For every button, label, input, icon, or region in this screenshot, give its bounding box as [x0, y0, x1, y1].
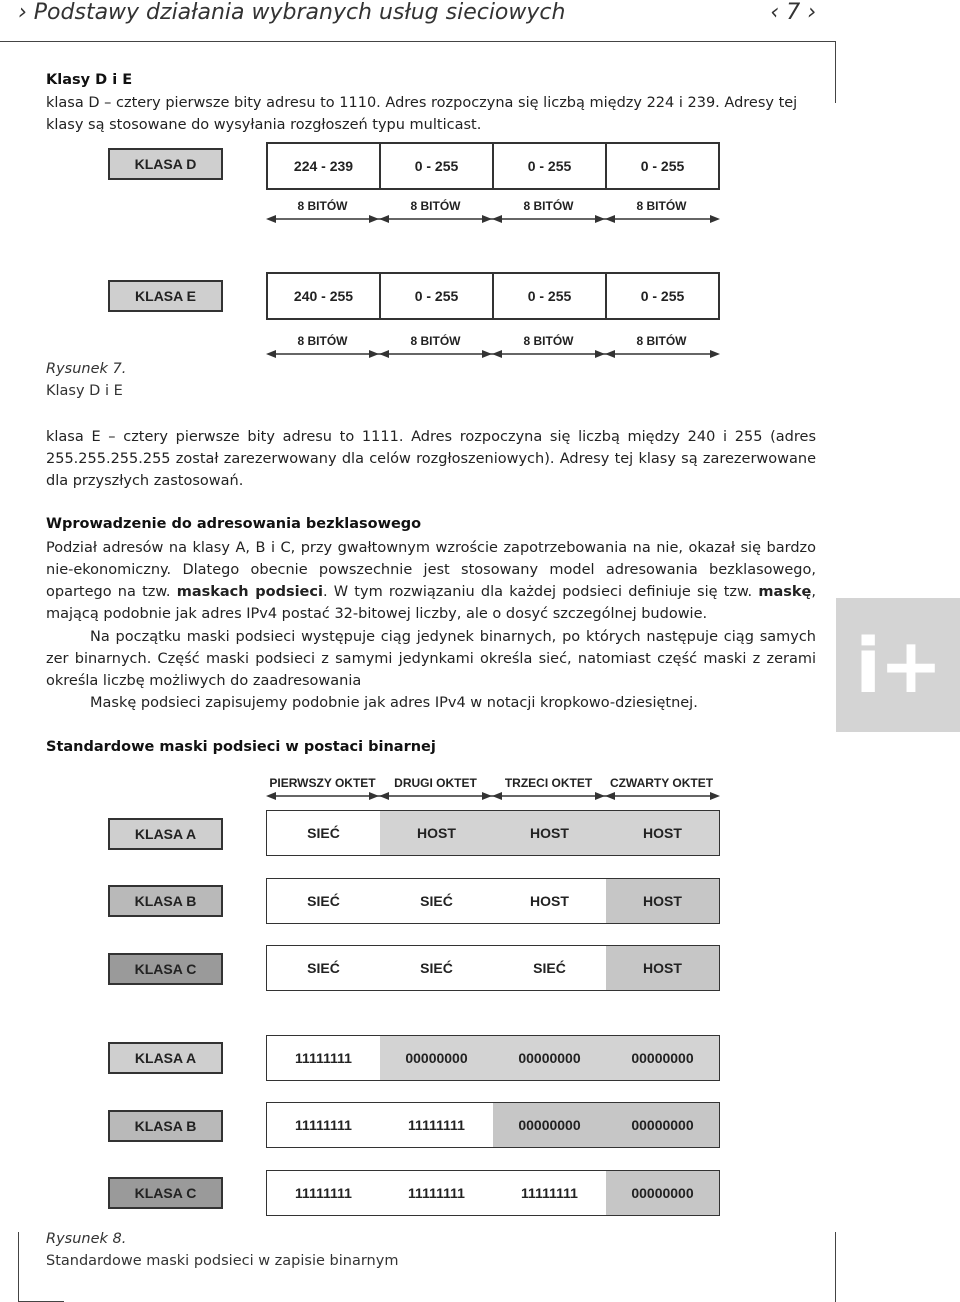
klasa-c-siec-host: [266, 945, 720, 991]
figure-7-caption: [46, 358, 126, 402]
net-cell: SIEĆ: [307, 893, 340, 909]
term-maskach-podsieci: maskach podsieci: [176, 584, 323, 600]
octet-cell: 0 - 255: [605, 274, 718, 318]
octet-cell: 0 - 255: [379, 144, 492, 188]
mask-octet: 00000000: [493, 1036, 606, 1080]
klasa-a-siec-host: [266, 810, 720, 856]
header-rule-vertical: [835, 41, 836, 103]
octet-cell: 240 - 255: [293, 288, 354, 304]
bit-label: 8 BITÓW: [523, 199, 574, 213]
net-cell: SIEĆ: [307, 825, 340, 841]
octet-cell: 0 - 255: [379, 274, 492, 318]
mask-octet: 00000000: [493, 1103, 606, 1147]
octet-arrows-icon: [266, 791, 720, 801]
mask-octet: 00000000: [606, 1171, 719, 1215]
paragraph-klasa-d: klasa D – cztery pierwsze bity adresu to 1110. Adres rozpoczyna się liczbą między 224 i 239. Adresy tej klasy są stosowane do wysyłania rozgłoszeń typu multicast.: [46, 95, 798, 133]
klasa-e-octets: [266, 272, 720, 320]
host-cell: HOST: [606, 946, 719, 990]
klasa-d-label: KLASA D: [108, 148, 223, 180]
klasa-b-bin-label: KLASA B: [108, 1110, 223, 1142]
klasa-e-label: KLASA E: [108, 280, 223, 312]
page-number: ‹ 7 ›: [770, 0, 816, 25]
host-cell: HOST: [380, 811, 493, 855]
host-cell: HOST: [606, 811, 719, 855]
octet-label: TRZECI OKTET: [504, 776, 593, 790]
octet-cell: 0 - 255: [492, 144, 605, 188]
text-run: Maskę podsieci zapisujemy podobnie jak adres IPv4 w notacji kropkowo-dziesiętnej.: [90, 695, 698, 711]
mask-octet: 11111111: [295, 1050, 352, 1066]
host-cell: HOST: [606, 879, 719, 923]
mask-octet: 11111111: [408, 1117, 465, 1133]
net-cell: SIEĆ: [307, 960, 340, 976]
octet-cell: 224 - 239: [293, 158, 354, 174]
octet-label: DRUGI OKTET: [394, 776, 477, 790]
text-run: Na początku maski podsieci występuje ciąg jedynek binarnych, po których następuje ciąg samych zer binarnych. Część maski podsieci z samymi jedynkami określa sieć, natomiast część maski z zerami określa liczbę możliwych do zaadresowania: [46, 629, 816, 689]
side-tab: [836, 598, 960, 732]
bit-label: 8 BITÓW: [297, 199, 348, 213]
heading-klasy-d-e: Klasy D i E: [46, 72, 133, 88]
net-cell: SIEĆ: [420, 960, 453, 976]
klasa-a-binary: [266, 1035, 720, 1081]
figure-8-caption-label: Rysunek 8.: [46, 1231, 127, 1247]
mask-octet: 11111111: [521, 1185, 578, 1201]
paragraph-klasa-e: klasa E – cztery pierwsze bity adresu to 1111. Adres rozpoczyna się liczbą między 240 i 255 (adres 255.255.255.255 został zarezerwowany dla celów rozgłoszeniowych). Adresy tej klasy są zarezerwowane dla przyszłych zastosowań.: [46, 429, 816, 489]
klasa-b-label: KLASA B: [108, 885, 223, 917]
heading-adresowanie-bezklasowe: Wprowadzenie do adresowania bezklasowego: [46, 516, 422, 532]
klasa-a-label: KLASA A: [108, 818, 223, 850]
bit-arrows-e: [266, 334, 720, 360]
paragraph-bezklasowe-3: [46, 692, 816, 714]
octet-label: CZWARTY OKTET: [609, 776, 714, 790]
octet-label: PIERWSZY OKTET: [269, 776, 376, 790]
figure-8-caption: [46, 1228, 398, 1272]
octet-cell: 0 - 255: [492, 274, 605, 318]
mask-octet: 00000000: [606, 1103, 719, 1147]
paragraph-bezklasowe-1: [46, 537, 816, 625]
mask-octet: 00000000: [606, 1036, 719, 1080]
octet-cell: 0 - 255: [605, 144, 718, 188]
bit-label: 8 BITÓW: [410, 334, 461, 348]
bit-label: 8 BITÓW: [523, 334, 574, 348]
net-cell: SIEĆ: [420, 893, 453, 909]
term-maske: maskę: [758, 584, 812, 600]
header-rule: [0, 41, 836, 42]
mask-octet: 11111111: [295, 1117, 352, 1133]
klasa-a-bin-label: KLASA A: [108, 1042, 223, 1074]
figure-7-caption-text: Klasy D i E: [46, 383, 123, 399]
bit-label: 8 BITÓW: [410, 199, 461, 213]
text-run: . W tym rozwiązaniu dla każdej podsieci definiuje się tzw.: [322, 584, 759, 600]
octet-arrows: [266, 776, 720, 802]
bit-arrows-icon: [266, 349, 720, 359]
host-cell: HOST: [530, 893, 569, 909]
heading-standardowe-maski: Standardowe maski podsieci w postaci binarnej: [46, 739, 436, 755]
host-cell: HOST: [493, 811, 606, 855]
bit-label: 8 BITÓW: [636, 199, 687, 213]
crop-mark: [18, 1232, 19, 1302]
paragraph-bezklasowe-2: [46, 626, 816, 692]
mask-octet: 11111111: [408, 1185, 465, 1201]
klasa-b-binary: [266, 1102, 720, 1148]
bit-label: 8 BITÓW: [636, 334, 687, 348]
bit-arrows-d: [266, 199, 720, 225]
klasa-b-siec-host: [266, 878, 720, 924]
mask-octet: 00000000: [380, 1036, 493, 1080]
side-tab-label: i+: [855, 620, 941, 710]
klasa-c-label: KLASA C: [108, 953, 223, 985]
klasa-c-binary: [266, 1170, 720, 1216]
text-run: , mającą podobnie jak adres IPv4 postać 32-bitowej liczby, ale o dosyć szczególnej budowie.: [46, 584, 816, 622]
running-header-title: › Podstawy działania wybranych usług sieciowych: [18, 0, 566, 25]
text-run: Podział adresów na klasy A, B i C, przy gwałtownym wzroście zapotrzebowania na nie, okazał się bardzo nie-ekonomiczny. Dlatego obecnie powszechnie jest stosowany model adresowania bezklasowego, opartego na tzw.: [46, 540, 816, 600]
klasa-c-bin-label: KLASA C: [108, 1177, 223, 1209]
bit-label: 8 BITÓW: [297, 334, 348, 348]
klasa-d-octets: [266, 142, 720, 190]
figure-8-caption-text: Standardowe maski podsieci w zapisie binarnym: [46, 1253, 399, 1269]
figure-7-caption-label: Rysunek 7.: [46, 361, 127, 377]
mask-octet: 11111111: [295, 1185, 352, 1201]
bit-arrows-icon: [266, 214, 720, 224]
net-cell: SIEĆ: [533, 960, 566, 976]
crop-mark: [835, 1232, 836, 1302]
